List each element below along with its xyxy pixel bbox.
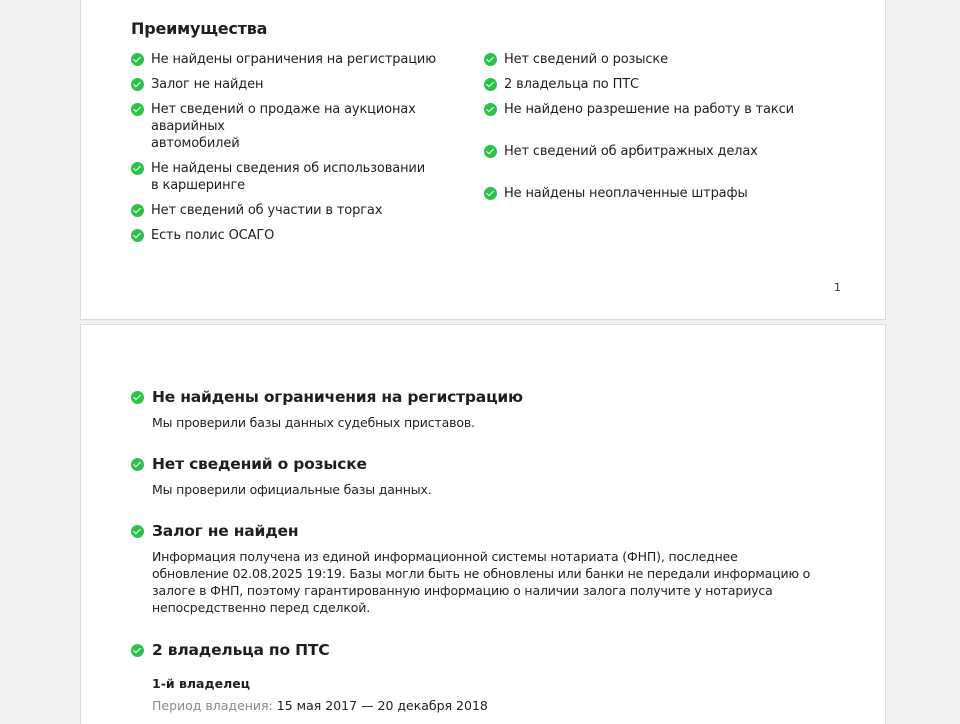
owner-period-value: 15 мая 2017 — 20 декабря 2018 xyxy=(276,698,488,713)
check-circle-icon xyxy=(484,103,497,116)
check-circle-icon xyxy=(484,187,497,200)
check-circle-icon xyxy=(131,229,144,242)
advantages-left-column xyxy=(131,51,471,244)
advantage-item: Не найдено разрешение на работу в такси xyxy=(484,101,824,135)
owner-title: 1-й владелец xyxy=(152,676,250,691)
section-title: 2 владельца по ПТС xyxy=(152,641,330,659)
check-circle-icon xyxy=(131,644,144,657)
advantages-right-column xyxy=(484,51,824,202)
owner-period-label: Период владения: xyxy=(152,698,273,713)
check-circle-icon xyxy=(131,53,144,66)
check-circle-icon xyxy=(484,78,497,91)
advantage-item: Нет сведений о продаже на аукционах аварийных автомобилей xyxy=(131,101,471,152)
advantage-item: Не найдены сведения об использовании в каршеринге xyxy=(131,160,471,194)
advantage-item: Нет сведений об арбитражных делах xyxy=(484,143,824,177)
section-owners xyxy=(131,639,811,714)
advantage-item: Не найдены неоплаченные штрафы xyxy=(484,185,824,202)
section-text: Информация получена из единой информационной системы нотариата (ФНП), последнее обновление 02.08.2025 19:19. Базы могли быть не обновлены или банки не передали информацию о залоге в ФНП, поэтому гарантированную информацию о наличии залога получите у нотариуса непосредственно перед сделкой. xyxy=(152,549,811,615)
check-circle-icon xyxy=(131,458,144,471)
page-number: 1 xyxy=(834,281,841,294)
check-circle-icon xyxy=(131,162,144,175)
check-circle-icon xyxy=(131,391,144,404)
section-text: Мы проверили базы данных судебных приставов. xyxy=(152,415,475,430)
advantage-item: Есть полис ОСАГО xyxy=(131,227,471,244)
section-registration-restrictions xyxy=(131,386,811,431)
check-circle-icon xyxy=(484,145,497,158)
check-circle-icon xyxy=(131,204,144,217)
check-circle-icon xyxy=(131,525,144,538)
section-wanted xyxy=(131,453,811,498)
advantage-item: 2 владельца по ПТС xyxy=(484,76,824,93)
check-circle-icon xyxy=(484,53,497,66)
advantage-item: Залог не найден xyxy=(131,76,471,93)
report-page-1 xyxy=(80,0,886,320)
check-circle-icon xyxy=(131,78,144,91)
section-text: Мы проверили официальные базы данных. xyxy=(152,482,432,497)
advantage-item: Нет сведений об участии в торгах xyxy=(131,202,471,219)
advantage-item: Не найдены ограничения на регистрацию xyxy=(131,51,471,68)
section-title: Не найдены ограничения на регистрацию xyxy=(152,388,523,406)
advantages-title: Преимущества xyxy=(131,19,268,38)
report-page-2 xyxy=(80,324,886,724)
section-pledge xyxy=(131,520,811,616)
owner-period xyxy=(131,697,811,714)
advantage-item: Нет сведений о розыске xyxy=(484,51,824,68)
section-title: Нет сведений о розыске xyxy=(152,455,367,473)
check-circle-icon xyxy=(131,103,144,116)
section-title: Залог не найден xyxy=(152,522,299,540)
